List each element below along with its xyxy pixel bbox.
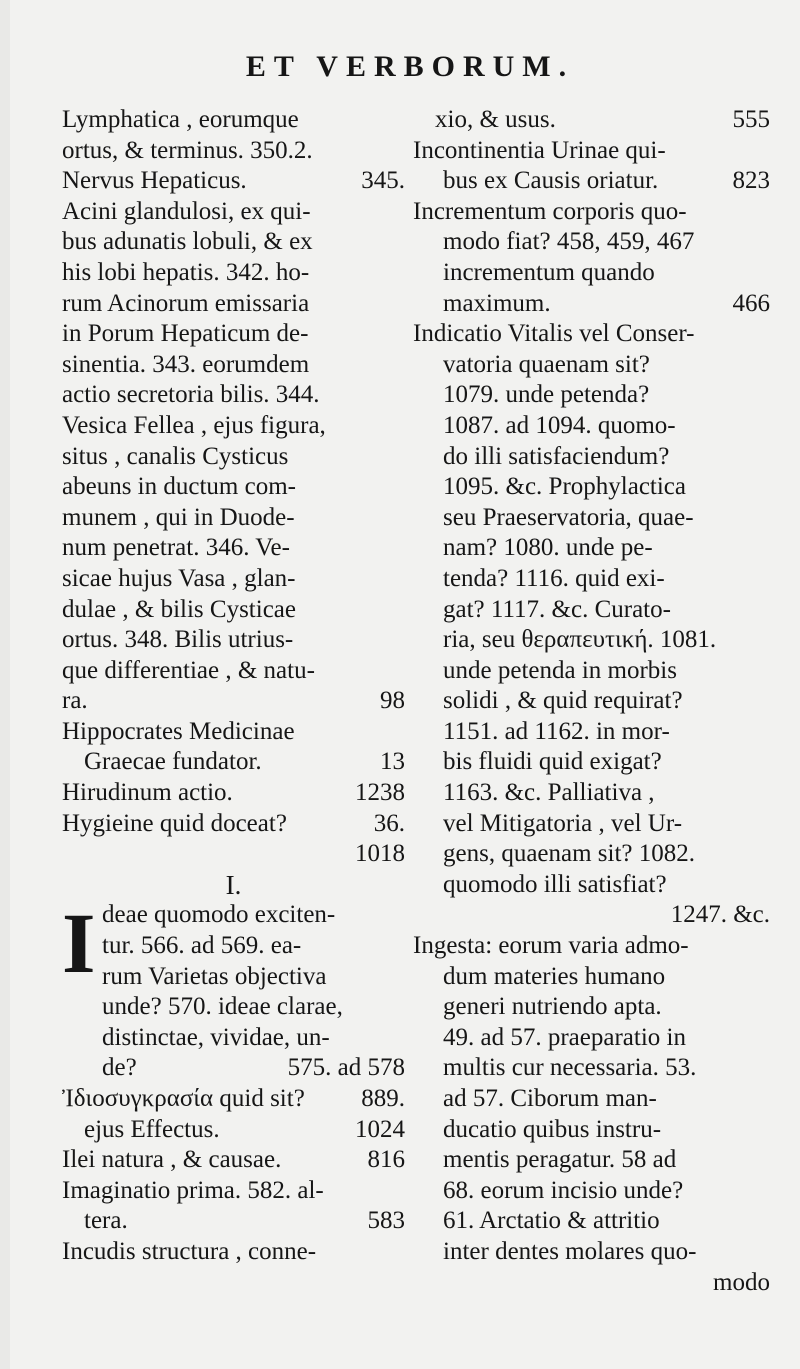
index-line: [62, 380, 405, 411]
index-line-text: Ingesta: eorum varia admo-: [413, 932, 689, 960]
book-page: [10, 0, 800, 1369]
index-line: [62, 900, 405, 931]
page-reference: 1018: [355, 840, 405, 868]
index-line-text: in Porum Hepaticum de-: [62, 320, 309, 348]
index-line: [62, 1053, 405, 1084]
index-line: [413, 809, 770, 840]
index-line-text: vel Mitigatoria , vel Ur-: [443, 809, 683, 837]
index-line: [62, 472, 405, 503]
index-line-text: ortus, & terminus. 350.2.: [62, 136, 313, 164]
index-line-text: incrementum quando: [443, 258, 655, 286]
index-line: [62, 350, 405, 381]
index-line-text: Hirudinum actio.: [62, 779, 233, 807]
index-line: [62, 442, 405, 473]
index-line-text: actio secretoria bilis. 344.: [62, 381, 320, 409]
index-line: [413, 105, 770, 136]
index-line-text: Acini glandulosi, ex qui-: [62, 197, 311, 225]
index-line: [413, 595, 770, 626]
index-line-text: maximum.: [443, 289, 551, 317]
index-line-text: seu Praeservatoria, quae-: [443, 503, 694, 531]
page-reference: 575. ad 578: [287, 1054, 405, 1082]
index-line-text: nam? 1080. unde pe-: [443, 534, 653, 562]
index-line: [413, 1145, 770, 1176]
index-line: [62, 1023, 405, 1054]
index-line-text: ortus. 348. Bilis utrius-: [62, 626, 294, 654]
index-line-text: distinctae, vividae, un-: [102, 1023, 330, 1051]
index-line-text: dum materies humano: [443, 962, 666, 990]
index-line: [62, 809, 405, 840]
index-line: [413, 870, 770, 901]
index-line: [62, 197, 405, 228]
index-line: [413, 472, 770, 503]
index-line-text: vatoria quaenam sit?: [443, 350, 650, 378]
running-head: ET VERBORUM.: [245, 50, 575, 83]
index-line: [62, 625, 405, 656]
index-line-text: ria, seu θεραπευτική. 1081.: [443, 626, 717, 654]
index-line-text: 68. eorum incisio unde?: [443, 1176, 684, 1204]
page-reference: 1247. &c.: [670, 901, 770, 929]
index-line: [413, 197, 770, 228]
index-line: [413, 1053, 770, 1084]
index-line-text: modo fiat? 458, 459, 467: [443, 228, 695, 256]
index-line-text: Ἰδιοσυγκρασία quid sit?: [62, 1085, 305, 1112]
dropcap-letter: I: [62, 895, 96, 992]
index-line-text: Incontinentia Urinae qui-: [413, 136, 666, 164]
index-line: [62, 595, 405, 626]
index-line-text: 1079. unde petenda?: [443, 381, 650, 409]
index-line-text: do illi satisfaciendum?: [443, 442, 670, 470]
index-line: [62, 227, 405, 258]
index-line-text: inter dentes molares quo-: [443, 1237, 697, 1265]
page-reference: 1238: [355, 779, 405, 807]
index-line-text: 1163. &c. Palliativa ,: [443, 779, 655, 807]
index-line-text: tenda? 1116. quid exi-: [443, 564, 665, 592]
index-line: [413, 778, 770, 809]
index-line-text: que differentiae , & natu-: [62, 656, 315, 684]
index-line: [62, 931, 405, 962]
index-line: [62, 411, 405, 442]
page-reference: 823: [732, 167, 770, 195]
index-line-text: quomodo illi satisfiat?: [443, 870, 667, 898]
index-line: [62, 992, 405, 1023]
right-column: [413, 105, 770, 1298]
page-reference: 583: [367, 1207, 405, 1235]
index-line: [413, 717, 770, 748]
index-line-text: Graecae fundator.: [84, 748, 262, 776]
page-reference: 345.: [361, 167, 405, 195]
index-line: [62, 1206, 405, 1237]
index-line: [62, 1115, 405, 1146]
index-line: [62, 656, 405, 687]
index-line: [62, 166, 405, 197]
index-line: [62, 105, 405, 136]
index-line: [62, 503, 405, 534]
index-line-text: bus ex Causis oriatur.: [443, 167, 659, 195]
index-line: [62, 319, 405, 350]
index-line: [413, 625, 770, 656]
index-line: [413, 136, 770, 167]
index-line: [413, 503, 770, 534]
index-line-text: Lymphatica , eorumque: [62, 106, 299, 133]
page-reference: 816: [367, 1146, 405, 1174]
index-line-text: Vesica Fellea , ejus figura,: [62, 411, 326, 439]
index-line-text: 49. ad 57. praeparatio in: [443, 1023, 686, 1051]
left-column: [62, 105, 405, 1268]
index-line-text: unde petenda in morbis: [443, 656, 677, 684]
index-line-text: multis cur necessaria. 53.: [443, 1054, 697, 1082]
page-reference: modo: [713, 1268, 770, 1296]
index-line: [413, 656, 770, 687]
index-line: [413, 1237, 770, 1268]
index-line: [62, 686, 405, 717]
section-letter-heading: I.: [225, 869, 242, 900]
index-line-text: bis fluidi quid exigat?: [443, 748, 662, 776]
index-line-text: deae quomodo exciten-: [102, 901, 336, 929]
index-line-text: gens, quaenam sit? 1082.: [443, 840, 696, 868]
index-line-text: tur. 566. ad 569. ea-: [102, 932, 302, 960]
index-line: [62, 778, 405, 809]
index-line-text: rum Varietas objectiva: [102, 962, 327, 990]
index-line-text: rum Acinorum emissaria: [62, 289, 310, 317]
index-line-text: Hygieine quid doceat?: [62, 809, 287, 837]
index-line: [413, 319, 770, 350]
index-line: [62, 747, 405, 778]
page-reference: 555: [732, 106, 770, 133]
index-line: [413, 1084, 770, 1115]
index-line-text: bus adunatis lobuli, & ex: [62, 228, 313, 256]
index-line-text: Ilei natura , & causae.: [62, 1146, 282, 1174]
page-reference: 889.: [361, 1085, 405, 1112]
index-line-text: ejus Effectus.: [84, 1115, 220, 1143]
index-line-text: sinentia. 343. eorumdem: [62, 350, 310, 378]
index-line: [413, 442, 770, 473]
index-line: [62, 136, 405, 167]
index-line-text: abeuns in ductum com-: [62, 473, 296, 501]
index-line-text: ducatio quibus instru-: [443, 1115, 662, 1143]
index-line-text: Nervus Hepaticus.: [62, 167, 247, 195]
index-line: [413, 1115, 770, 1146]
index-line: [413, 900, 770, 931]
index-line: [413, 839, 770, 870]
index-line-text: 61. Arctatio & attritio: [443, 1207, 660, 1235]
index-line-text: situs , canalis Cysticus: [62, 442, 289, 470]
index-line-text: de?: [102, 1054, 137, 1082]
index-line-text: 1087. ad 1094. quomo-: [443, 411, 676, 439]
page-reference: 13: [380, 748, 405, 776]
index-line: [413, 166, 770, 197]
index-line-text: Hippocrates Medicinae: [62, 717, 295, 745]
index-line: [413, 289, 770, 320]
index-line-text: 1095. &c. Prophylactica: [443, 473, 686, 501]
index-line: [413, 258, 770, 289]
index-line-text: gat? 1117. &c. Curato-: [443, 595, 671, 623]
page-reference: 36.: [373, 809, 405, 837]
index-line-text: xio, & usus.: [435, 106, 556, 133]
index-line: [413, 350, 770, 381]
index-line: [413, 533, 770, 564]
index-line-text: dulae , & bilis Cysticae: [62, 595, 296, 623]
index-line-text: Indicatio Vitalis vel Conser-: [413, 320, 695, 348]
index-line: [62, 564, 405, 595]
index-line-text: mentis peragatur. 58 ad: [443, 1146, 677, 1174]
index-line-text: ad 57. Ciborum man-: [443, 1085, 657, 1112]
index-line: [62, 839, 405, 870]
page-reference: 98: [380, 687, 405, 715]
index-line: [413, 962, 770, 993]
index-line: [413, 1206, 770, 1237]
page-reference: 466: [732, 289, 770, 317]
index-line-text: his lobi hepatis. 342. ho-: [62, 258, 310, 286]
index-line-text: Incudis structura , conne-: [62, 1237, 317, 1265]
index-line-text: num penetrat. 346. Ve-: [62, 534, 290, 562]
index-line: [62, 533, 405, 564]
index-line: [413, 1268, 770, 1299]
index-line: [413, 747, 770, 778]
index-line-text: generi nutriendo apta.: [443, 993, 662, 1021]
index-line: [62, 1237, 405, 1268]
index-line-text: tera.: [84, 1207, 128, 1235]
index-line: [413, 1176, 770, 1207]
index-line-text: sicae hujus Vasa , glan-: [62, 564, 296, 592]
index-line: [413, 992, 770, 1023]
index-line-text: solidi , & quid requirat?: [443, 687, 683, 715]
index-line: [413, 931, 770, 962]
index-line: [62, 1176, 405, 1207]
index-line-text: munem , qui in Duode-: [62, 503, 295, 531]
index-line: [413, 380, 770, 411]
index-line: [413, 227, 770, 258]
index-line: [413, 1023, 770, 1054]
page-reference: 1024: [355, 1115, 405, 1143]
index-line: [62, 289, 405, 320]
dropcap-block: [62, 895, 405, 1084]
index-line: [413, 564, 770, 595]
index-line: [62, 962, 405, 993]
index-line: [62, 1145, 405, 1176]
index-line: [62, 1084, 405, 1115]
index-line: [413, 686, 770, 717]
index-line-text: Incrementum corporis quo-: [413, 197, 687, 225]
index-line: [413, 411, 770, 442]
index-line-text: Imaginatio prima. 582. al-: [62, 1176, 324, 1204]
index-line-text: unde? 570. ideae clarae,: [102, 993, 343, 1021]
index-line-text: ra.: [62, 687, 88, 715]
index-line-text: 1151. ad 1162. in mor-: [443, 717, 670, 745]
index-line: [62, 258, 405, 289]
index-line: [62, 717, 405, 748]
